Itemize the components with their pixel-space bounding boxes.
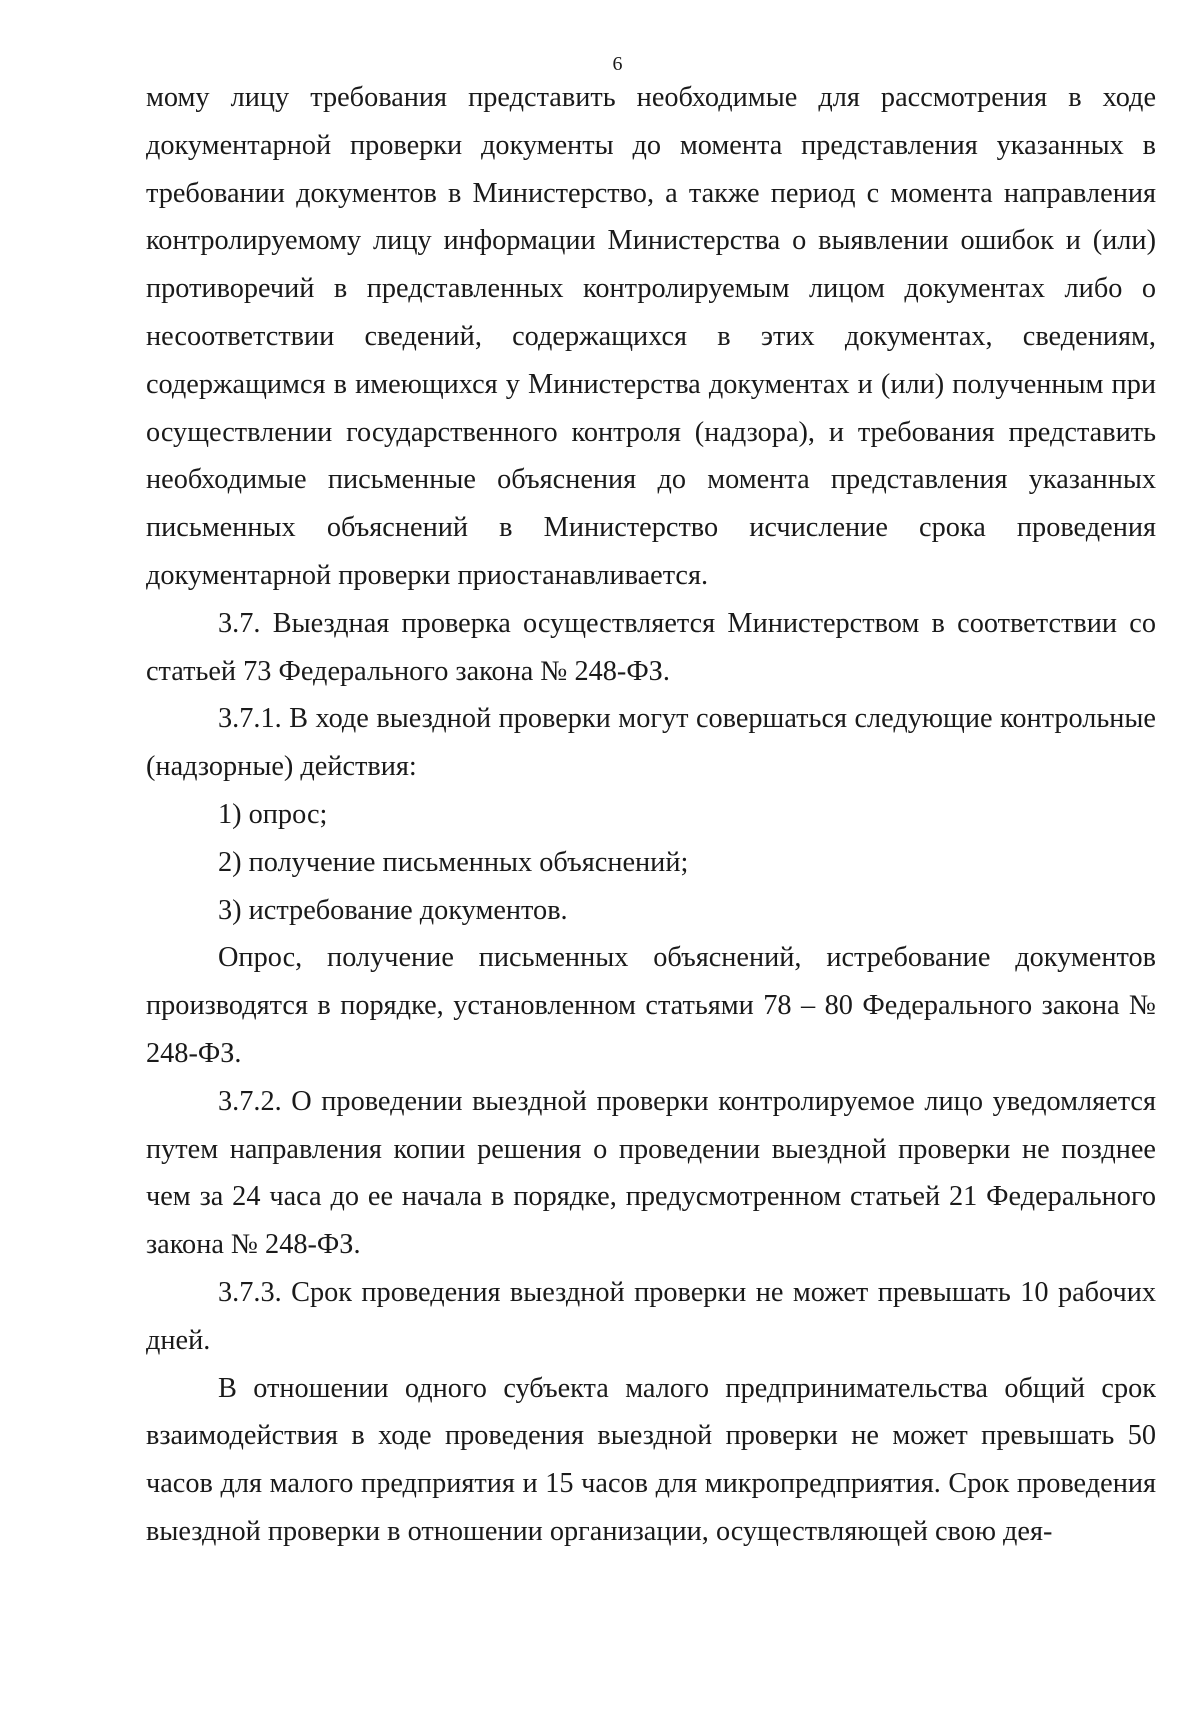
- paragraph-actions-order: Опрос, получение письменных объяснений, истребование документов производятся в порядке, установленном статьями 78 – 80 Федерального закона № 248-ФЗ.: [146, 942, 1156, 1069]
- list-item-survey: 1) опрос;: [218, 798, 328, 830]
- paragraph-continuation: мому лицу требования представить необходимые для рассмотрения в ходе документарной проверки документы до момента представления указанных в требовании документов в Министерство, а также период с момента направления контролируемому лицу информации Министерства о выявлении ошибок и (или) противоречий в представленных контролируемым лицом документах либо о несоответствии сведений, содержащихся в этих документах, сведениям, содержащимся в имеющихся у Министерства документах и (или) полученным при осуществлении государственного контроля (надзора), и требования представить необходимые письменные объяснения до момента представления указанных письменных объяснений в Министерство исчисление срока проведения документарной проверки приостанавливается.: [146, 82, 1156, 591]
- paragraph-3-7-3: 3.7.3. Срок проведения выездной проверки не может превышать 10 рабочих дней.: [146, 1276, 1156, 1356]
- paragraph-3-7-2: 3.7.2. О проведении выездной проверки контролируемое лицо уведомляется путем направления копии решения о проведении выездной проверки не позднее чем за 24 часа до ее начала в порядке, предусмотренном статьей 21 Федерального закона № 248-ФЗ.: [146, 1085, 1156, 1261]
- paragraph-3-7: 3.7. Выездная проверка осуществляется Министерством в соответствии со статьей 73 Федерального закона № 248-ФЗ.: [146, 607, 1156, 687]
- page-number: 6: [612, 53, 623, 75]
- list-item-document-request: 3) истребование документов.: [218, 894, 568, 926]
- document-body: [146, 74, 1156, 1556]
- paragraph-small-business: В отношении одного субъекта малого предпринимательства общий срок взаимодействия в ходе проведения выездной проверки не может превышать 50 часов для малого предприятия и 15 часов для микропредприятия. Срок проведения выездной проверки в отношении организации, осуществляющей свою дея-: [146, 1372, 1156, 1547]
- list-item-written-explanations: 2) получение письменных объяснений;: [218, 846, 689, 878]
- paragraph-3-7-1: 3.7.1. В ходе выездной проверки могут совершаться следующие контрольные (надзорные) действия:: [146, 703, 1156, 783]
